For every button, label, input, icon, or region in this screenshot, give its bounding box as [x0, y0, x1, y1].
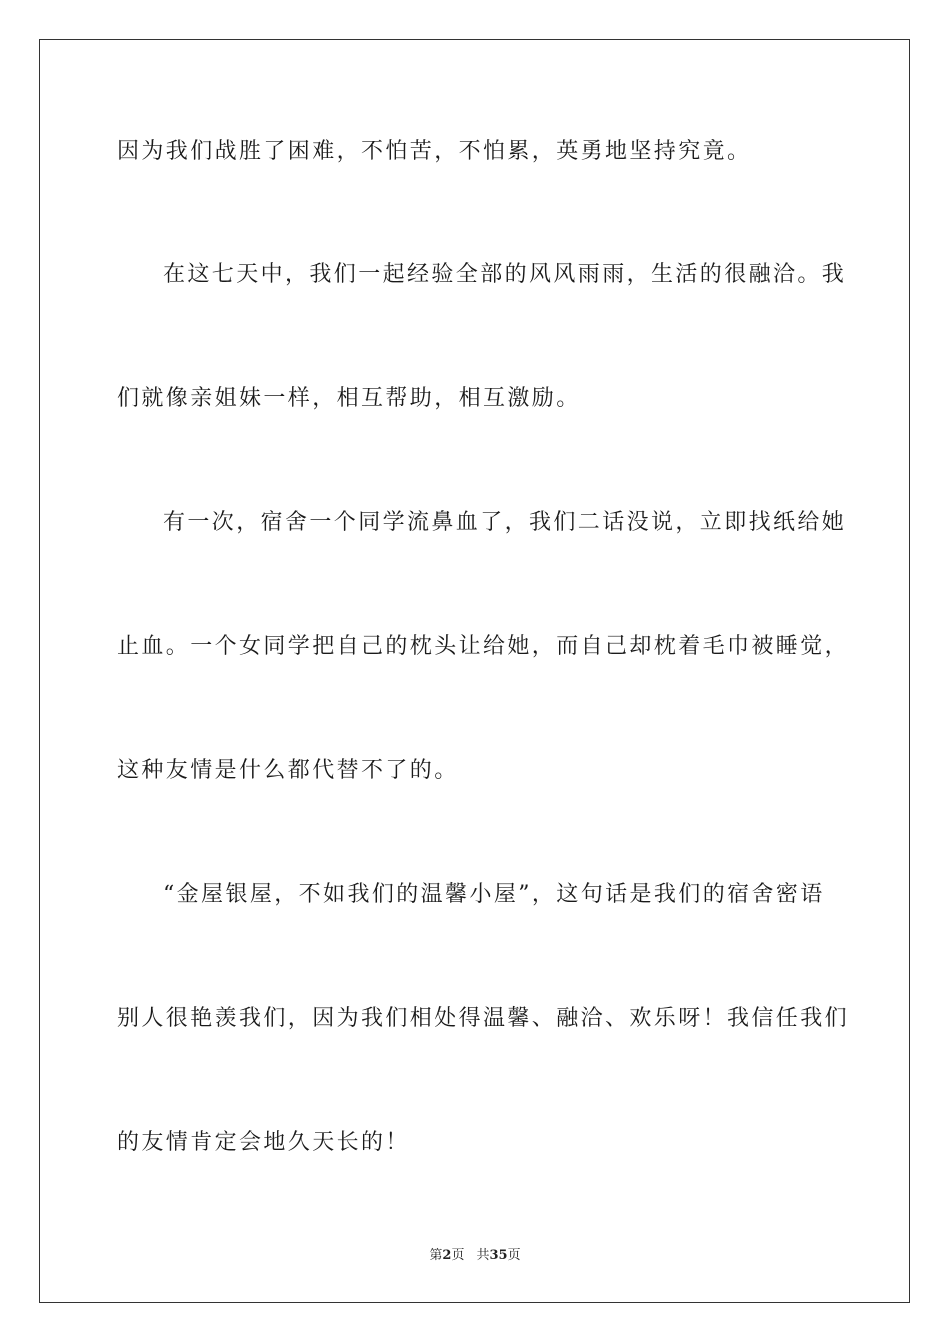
paragraph-line: 这种友情是什么都代替不了的。 — [117, 758, 459, 783]
total-prefix: 共 — [476, 1248, 490, 1263]
page-total: 35 — [489, 1248, 508, 1263]
paragraph-line: 有一次，宿舍一个同学流鼻血了，我们二话没说，立即找纸给她 — [163, 510, 847, 535]
page-border — [39, 39, 910, 1303]
total-suffix: 页 — [507, 1248, 521, 1263]
page-prefix: 第 — [429, 1248, 443, 1263]
paragraph-line: “金屋银屋，不如我们的温馨小屋”，这句话是我们的宿舍密语 — [163, 882, 825, 907]
paragraph-line: 因为我们战胜了困难，不怕苦，不怕累，英勇地坚持究竟。 — [117, 139, 752, 164]
paragraph-line: 们就像亲姐妹一样，相互帮助，相互激励。 — [117, 386, 581, 411]
paragraph-line: 在这七天中，我们一起经验全部的风风雨雨，生活的很融洽。我 — [163, 262, 847, 287]
page-suffix: 页 — [451, 1248, 465, 1263]
paragraph-line: 的友情肯定会地久天长的！ — [117, 1130, 410, 1155]
paragraph-line: 别人很艳羡我们，因为我们相处得温馨、融洽、欢乐呀！我信任我们 — [117, 1006, 850, 1031]
page-footer — [0, 1247, 950, 1265]
paragraph-line: 止血。一个女同学把自己的枕头让给她，而自己却枕着毛巾被睡觉， — [117, 634, 850, 659]
page-number: 2 — [442, 1248, 452, 1263]
